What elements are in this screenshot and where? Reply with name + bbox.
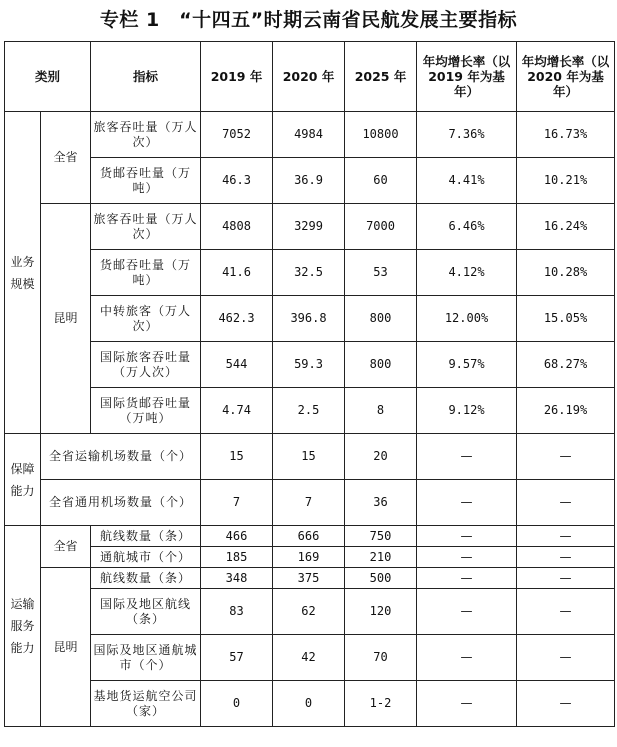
header-growth-2019: 年均增长率（以 2019 年为基年）	[417, 42, 517, 112]
value-2020: 169	[273, 547, 345, 568]
table-row	[5, 112, 615, 158]
growth-2019: 6.46%	[417, 204, 517, 250]
value-2025: 8	[345, 388, 417, 434]
growth-2019: 12.00%	[417, 296, 517, 342]
growth-2019: —	[417, 526, 517, 547]
growth-2020: —	[517, 568, 615, 589]
value-2019: 7	[201, 480, 273, 526]
indicator-cell: 全省运输机场数量（个）	[41, 434, 201, 480]
table-row	[5, 388, 615, 434]
value-2019: 46.3	[201, 158, 273, 204]
growth-2020: 16.73%	[517, 112, 615, 158]
growth-2019: —	[417, 681, 517, 727]
table-row	[5, 434, 615, 480]
growth-2019: —	[417, 547, 517, 568]
value-2020: 32.5	[273, 250, 345, 296]
value-2025: 60	[345, 158, 417, 204]
value-2020: 2.5	[273, 388, 345, 434]
value-2020: 396.8	[273, 296, 345, 342]
table-row	[5, 158, 615, 204]
table-row	[5, 568, 615, 589]
subgroup-province-2: 全省	[41, 526, 91, 568]
value-2019: 0	[201, 681, 273, 727]
value-2019: 544	[201, 342, 273, 388]
growth-2019: —	[417, 568, 517, 589]
growth-2020: —	[517, 434, 615, 480]
indicator-cell: 国际货邮吞吐量（万吨）	[91, 388, 201, 434]
value-2019: 7052	[201, 112, 273, 158]
growth-2020: 10.21%	[517, 158, 615, 204]
subgroup-kunming-2: 昆明	[41, 568, 91, 727]
growth-2019: 9.57%	[417, 342, 517, 388]
value-2020: 666	[273, 526, 345, 547]
page-title: 专栏 1 “十四五”时期云南省民航发展主要指标	[99, 9, 518, 31]
value-2019: 4.74	[201, 388, 273, 434]
group-support-capacity: 保障能力	[5, 434, 41, 526]
indicator-cell: 国际及地区通航城市（个）	[91, 635, 201, 681]
value-2019: 57	[201, 635, 273, 681]
group-business-scale: 业务规模	[5, 112, 41, 434]
value-2020: 62	[273, 589, 345, 635]
table-row	[5, 342, 615, 388]
subgroup-province: 全省	[41, 112, 91, 204]
value-2020: 0	[273, 681, 345, 727]
value-2025: 10800	[345, 112, 417, 158]
indicator-cell: 全省通用机场数量（个）	[41, 480, 201, 526]
table-row	[5, 526, 615, 547]
value-2025: 800	[345, 296, 417, 342]
growth-2019: —	[417, 589, 517, 635]
growth-2019: —	[417, 635, 517, 681]
value-2020: 59.3	[273, 342, 345, 388]
value-2019: 4808	[201, 204, 273, 250]
value-2019: 466	[201, 526, 273, 547]
growth-2019: 9.12%	[417, 388, 517, 434]
indicator-cell: 货邮吞吐量（万吨）	[91, 250, 201, 296]
subgroup-kunming: 昆明	[41, 204, 91, 434]
table-row	[5, 635, 615, 681]
value-2025: 750	[345, 526, 417, 547]
header-indicator: 指标	[91, 42, 201, 112]
table-row	[5, 204, 615, 250]
value-2025: 120	[345, 589, 417, 635]
indicators-table	[4, 41, 615, 727]
growth-2019: 7.36%	[417, 112, 517, 158]
indicator-cell: 基地货运航空公司（家）	[91, 681, 201, 727]
indicator-cell: 中转旅客（万人次）	[91, 296, 201, 342]
value-2019: 83	[201, 589, 273, 635]
value-2025: 20	[345, 434, 417, 480]
growth-2019: —	[417, 434, 517, 480]
indicator-cell: 国际旅客吞吐量（万人次）	[91, 342, 201, 388]
value-2020: 4984	[273, 112, 345, 158]
header-row	[5, 42, 615, 112]
value-2020: 7	[273, 480, 345, 526]
growth-2020: 68.27%	[517, 342, 615, 388]
value-2025: 800	[345, 342, 417, 388]
header-2020: 2020 年	[273, 42, 345, 112]
growth-2020: 16.24%	[517, 204, 615, 250]
value-2019: 15	[201, 434, 273, 480]
indicator-cell: 旅客吞吐量（万人次）	[91, 204, 201, 250]
value-2020: 3299	[273, 204, 345, 250]
growth-2019: —	[417, 480, 517, 526]
value-2019: 462.3	[201, 296, 273, 342]
value-2025: 1-2	[345, 681, 417, 727]
header-growth-2020: 年均增长率（以 2020 年为基年）	[517, 42, 615, 112]
table-row	[5, 547, 615, 568]
indicator-cell: 国际及地区航线（条）	[91, 589, 201, 635]
group-transport-service: 运输服务能力	[5, 526, 41, 727]
indicator-cell: 货邮吞吐量（万吨）	[91, 158, 201, 204]
growth-2019: 4.12%	[417, 250, 517, 296]
indicator-cell: 航线数量（条）	[91, 526, 201, 547]
value-2025: 53	[345, 250, 417, 296]
value-2019: 348	[201, 568, 273, 589]
growth-2020: —	[517, 480, 615, 526]
table-row	[5, 681, 615, 727]
value-2019: 185	[201, 547, 273, 568]
value-2025: 500	[345, 568, 417, 589]
header-category: 类别	[5, 42, 91, 112]
growth-2020: 15.05%	[517, 296, 615, 342]
value-2025: 7000	[345, 204, 417, 250]
header-2025: 2025 年	[345, 42, 417, 112]
table-row	[5, 250, 615, 296]
growth-2020: —	[517, 681, 615, 727]
value-2020: 36.9	[273, 158, 345, 204]
value-2020: 15	[273, 434, 345, 480]
growth-2020: 26.19%	[517, 388, 615, 434]
growth-2020: —	[517, 547, 615, 568]
growth-2020: —	[517, 635, 615, 681]
value-2025: 210	[345, 547, 417, 568]
table-row	[5, 480, 615, 526]
growth-2020: —	[517, 526, 615, 547]
growth-2019: 4.41%	[417, 158, 517, 204]
indicator-cell: 航线数量（条）	[91, 568, 201, 589]
growth-2020: —	[517, 589, 615, 635]
indicator-cell: 通航城市（个）	[91, 547, 201, 568]
table-row	[5, 296, 615, 342]
growth-2020: 10.28%	[517, 250, 615, 296]
header-2019: 2019 年	[201, 42, 273, 112]
value-2020: 42	[273, 635, 345, 681]
value-2019: 41.6	[201, 250, 273, 296]
table-row	[5, 589, 615, 635]
value-2025: 36	[345, 480, 417, 526]
value-2025: 70	[345, 635, 417, 681]
value-2020: 375	[273, 568, 345, 589]
indicator-cell: 旅客吞吐量（万人次）	[91, 112, 201, 158]
